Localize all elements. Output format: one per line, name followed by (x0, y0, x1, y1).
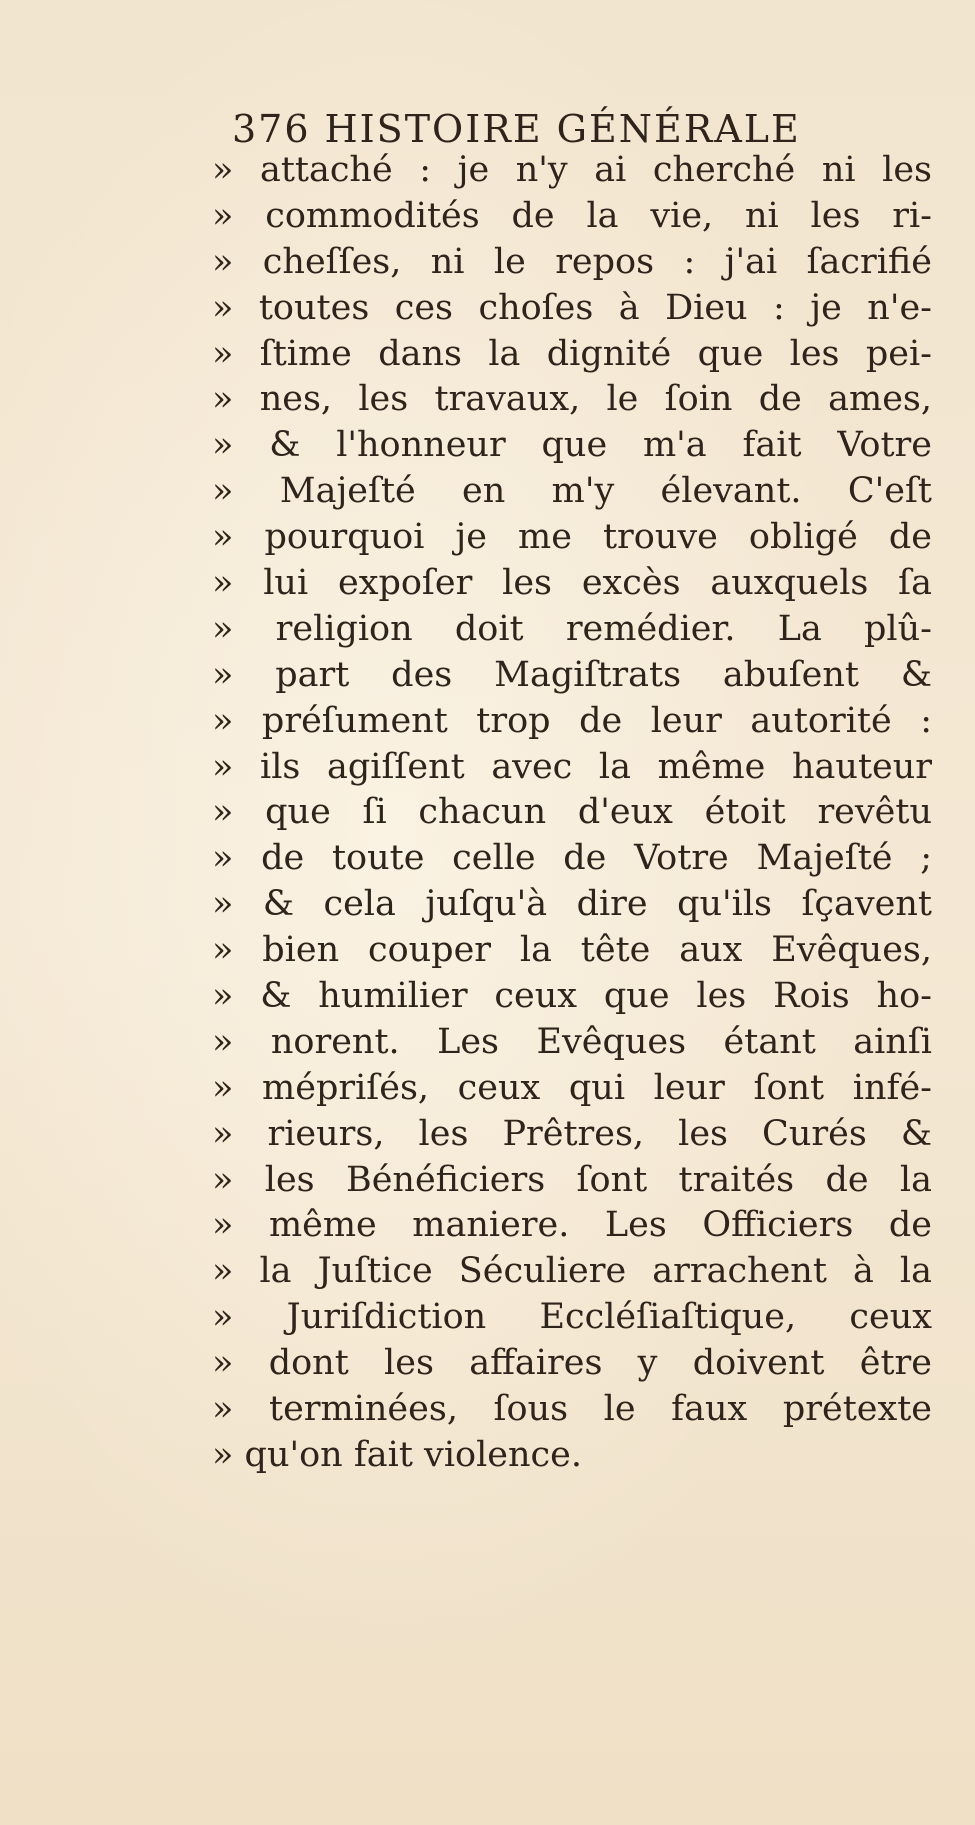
running-title: HISTOIRE GÉNÉRALE (324, 107, 801, 151)
text-line: » les Bénéficiers ſont traités de la (212, 1159, 932, 1200)
text-line: » norent. Les Evêques étant ainſi (212, 1021, 932, 1062)
text-line: » toutes ces choſes à Dieu : je n'e- (212, 287, 932, 328)
text-line: » ils agiſſent avec la même hauteur (212, 746, 932, 787)
body-text (212, 148, 932, 1479)
text-line: » commodités de la vie, ni les ri- (212, 195, 932, 236)
text-line: » rieurs, les Prêtres, les Curés & (212, 1113, 932, 1154)
text-line: » Juriſdiction Eccléſiaſtique, ceux (212, 1297, 932, 1338)
text-line: » & cela juſqu'à dire qu'ils ſçavent (212, 884, 932, 925)
text-line: » attaché : je n'y ai cherché ni les (212, 150, 932, 190)
text-line: » nes, les travaux, le ſoin de ames, (212, 379, 932, 420)
text-line: » mépriſés, ceux qui leur ſont infé- (212, 1067, 932, 1108)
text-line: » religion doit remédier. La plû- (212, 608, 932, 649)
running-header (232, 107, 801, 151)
text-line: » & l'honneur que m'a fait Votre (212, 425, 932, 466)
text-line: » & humilier ceux que les Rois ho- (212, 976, 932, 1017)
text-line: » ſtime dans la dignité que les pei- (212, 333, 932, 374)
text-line: » lui expoſer les excès auxquels ſa (212, 563, 932, 604)
text-line: » la Juſtice Séculiere arrachent à la (212, 1251, 932, 1292)
text-line: » pourquoi je me trouve obligé de (212, 517, 932, 558)
text-line: » bien couper la tête aux Evêques, (212, 930, 932, 971)
text-line: » Majeſté en m'y élevant. C'eſt (212, 471, 932, 512)
text-line: » que ſi chacun d'eux étoit revêtu (212, 792, 932, 833)
text-line: » cheſſes, ni le repos : j'ai ſacrifié (212, 241, 932, 282)
text-line: » préſument trop de leur autorité : (212, 700, 932, 741)
text-line: » même maniere. Les Officiers de (212, 1205, 932, 1246)
page-number: 376 (232, 107, 311, 151)
text-line: » terminées, ſous le faux prétexte (212, 1389, 932, 1430)
text-line: » dont les affaires y doivent être (212, 1343, 932, 1384)
text-line: » part des Magiſtrats abuſent & (212, 654, 932, 695)
text-line: » qu'on fait violence. (212, 1434, 582, 1475)
text-line: » de toute celle de Votre Majeſté ; (212, 838, 932, 879)
